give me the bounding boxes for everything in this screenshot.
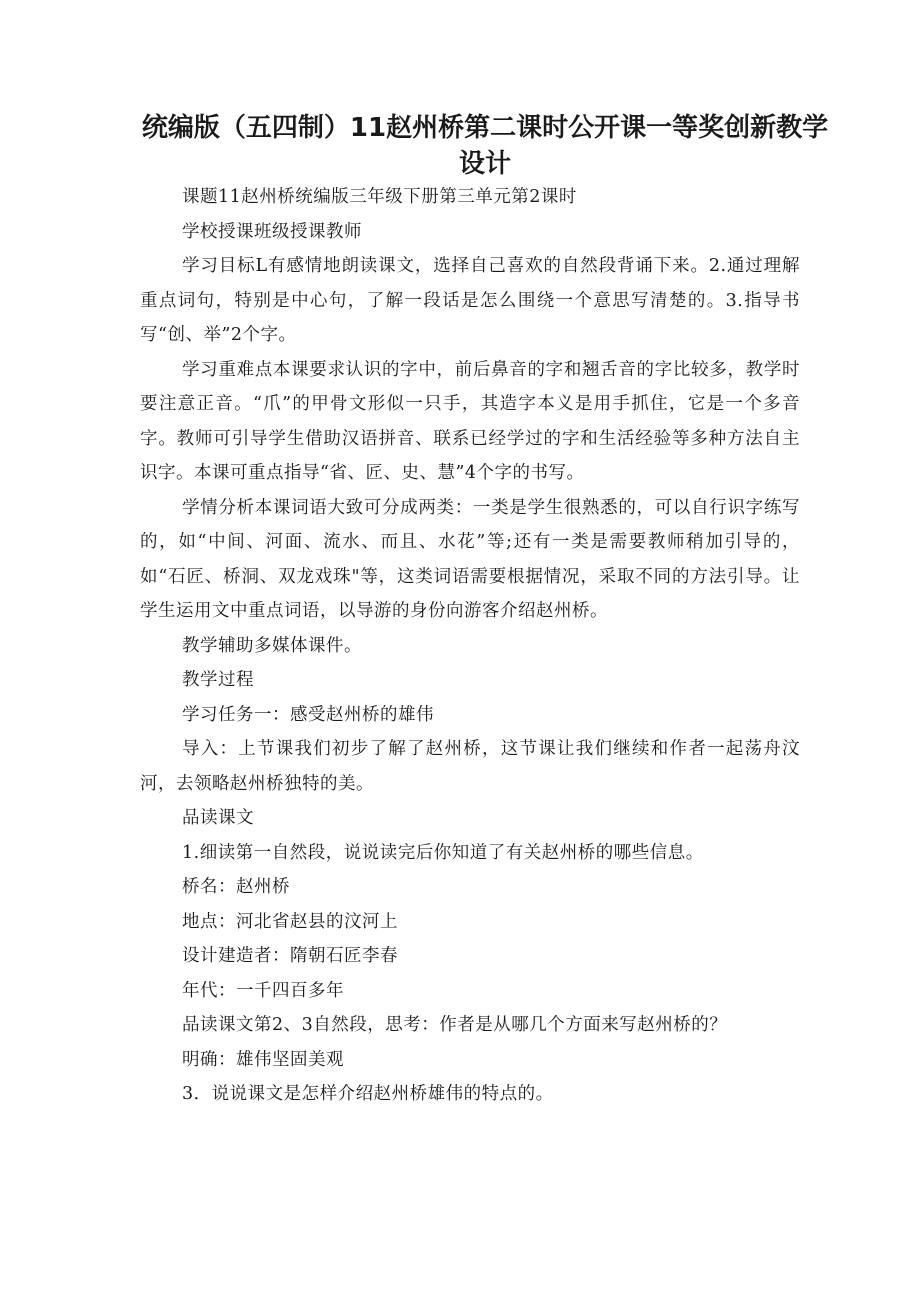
school-class-teacher: 学校授课班级授课教师: [182, 221, 362, 242]
bridge-designer: 设计建造者：隋朝石匠李春: [182, 946, 398, 966]
introduction: 导入：上节课我们初步了解了赵州桥，这节课让我们继续和作者一起荡舟汶河，去领略赵州桥独特的美。: [140, 739, 800, 794]
learning-objectives: 学习目标L有感情地朗读课文，选择自己喜欢的自然段背诵下来。2.通过理解重点词句，特别是中心句，了解一段话是怎么围绕一个意思写清楚的。3.指导书写“创、举”2个字。: [140, 256, 800, 345]
document-body: [140, 180, 800, 1112]
question-two: 品读课文第2、3自然段，思考：作者是从哪几个方面来写赵州桥的？: [182, 1015, 728, 1035]
document-title: 统编版（五四制）11赵州桥第二课时公开课一等奖创新教学设计: [141, 113, 829, 179]
question-one: 1.细读第一自然段，说说读完后你知道了有关赵州桥的哪些信息。: [182, 842, 704, 863]
teaching-aids: 教学辅助多媒体课件。: [182, 635, 362, 656]
learning-analysis: 学情分析本课词语大致可分成两类：一类是学生很熟悉的，可以自行识字练写的，如“中间、河面、流水、而且、水花”等;还有一类是需要教师稍加引导的，如“石匠、桥洞、双龙戏珠"等，这类词语需要根据情况，采取不同的方法引导。让学生运用文中重点词语，以导游的身份向游客介绍赵州桥。: [140, 497, 800, 621]
bridge-name: 桥名：赵州桥: [182, 877, 290, 897]
bridge-age: 年代：一千四百多年: [182, 980, 344, 1001]
task-one-heading: 学习任务一：感受赵州桥的雄伟: [182, 704, 434, 725]
question-three: 3．说说课文是怎样介绍赵州桥雄伟的特点的。: [182, 1084, 554, 1104]
lesson-topic: 课题11赵州桥统编版三年级下册第三单元第2课时: [182, 187, 577, 207]
teaching-process-heading: 教学过程: [182, 670, 254, 690]
bridge-location: 地点：河北省赵县的汶河上: [182, 911, 398, 932]
read-text-heading: 品读课文: [182, 808, 254, 828]
key-difficulties: 学习重难点本课要求认识的字中，前后鼻音的字和翘舌音的字比较多，教学时要注意正音。“爪”的甲骨文形似一只手，其造字本义是用手抓住，它是一个多音字。教师可引导学生借助汉语拼音、联系已经学过的字和生活经验等多种方法自主识字。本课可重点指导“省、匠、史、慧”4个字的书写。: [140, 359, 800, 483]
answer-two: 明确：雄伟坚固美观: [182, 1049, 344, 1070]
